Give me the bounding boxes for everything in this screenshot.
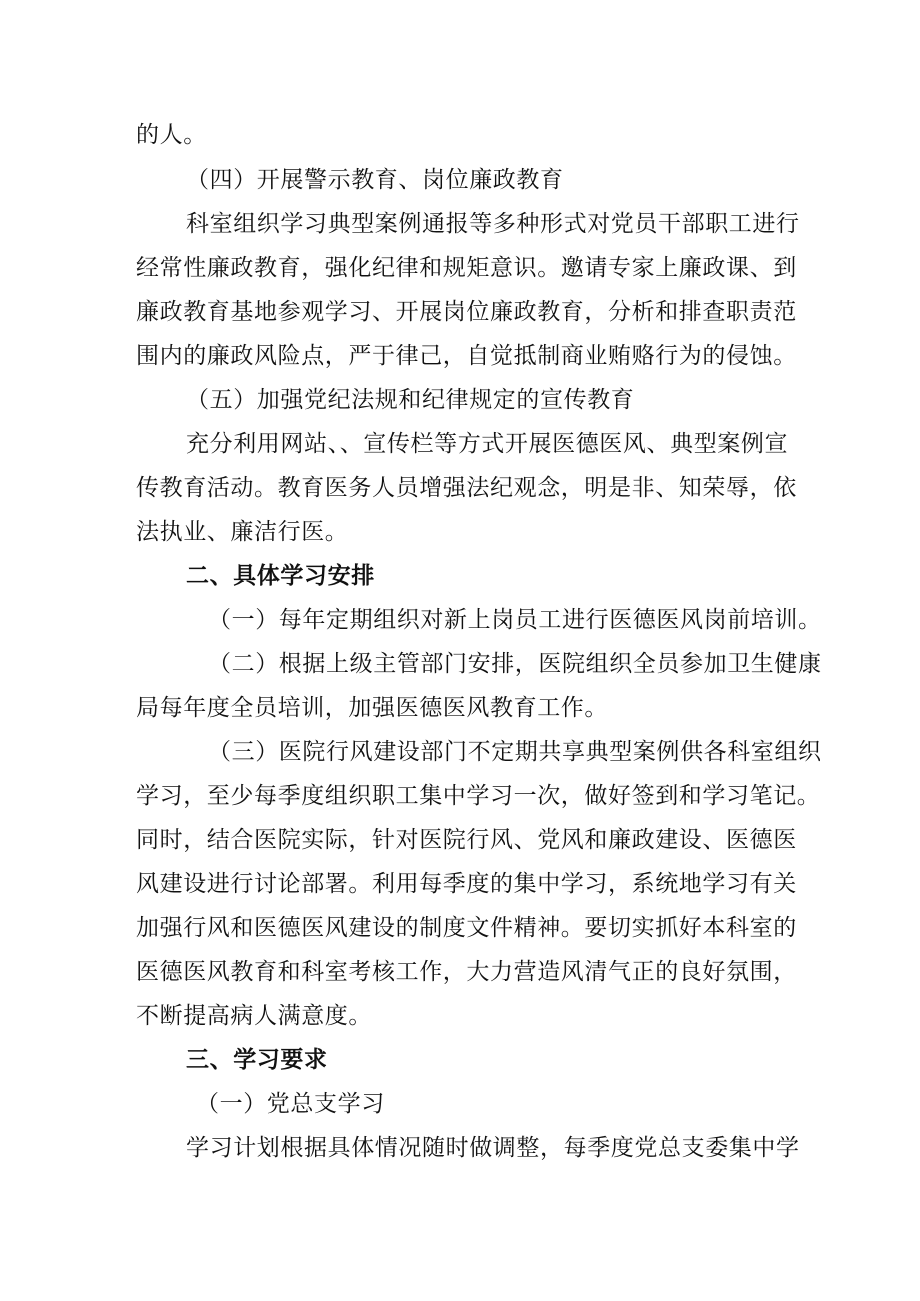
paragraph-line: 围内的廉政风险点，严于律己，自觉抵制商业贿赂行为的侵蚀。 bbox=[136, 343, 797, 369]
paragraph-line: 法执业、廉洁行医。 bbox=[136, 519, 349, 545]
paragraph-line: 经常性廉政教育，强化纪律和规矩意识。邀请专家上廉政课、到 bbox=[136, 255, 797, 281]
paragraph-line: 不断提高病人满意度。 bbox=[136, 1003, 372, 1029]
paragraph-line: 充分利用网站、、宣传栏等方式开展医德医风、典型案例宣 bbox=[186, 431, 789, 457]
section-heading: 三、学习要求 bbox=[186, 1047, 328, 1073]
paragraph-line: 同时，结合医院实际，针对医院行风、党风和廉政建设、医德医 bbox=[136, 827, 797, 853]
paragraph-line: 传教育活动。教育医务人员增强法纪观念，明是非、知荣辱，依 bbox=[136, 475, 797, 501]
paragraph-line: 风建设进行讨论部署。利用每季度的集中学习，系统地学习有关 bbox=[136, 871, 797, 897]
paragraph-line: （三）医院行风建设部门不定期共享典型案例供各科室组织 bbox=[208, 739, 822, 765]
paragraph-line: 学习计划根据具体情况随时做调整，每季度党总支委集中学 bbox=[186, 1135, 800, 1161]
paragraph-line: （一）每年定期组织对新上岗员工进行医德医风岗前培训。 bbox=[208, 607, 822, 633]
paragraph-line: 加强行风和医德医风建设的制度文件精神。要切实抓好本科室的 bbox=[136, 915, 797, 941]
paragraph-line: （二）根据上级主管部门安排，医院组织全员参加卫生健康 bbox=[208, 651, 822, 677]
subsection-heading: （四）开展警示教育、岗位廉政教育 bbox=[186, 167, 564, 193]
paragraph-continuation: 的人。 bbox=[136, 122, 207, 148]
paragraph-line: 医德医风教育和科室考核工作，大力营造风清气正的良好氛围， bbox=[136, 959, 797, 985]
subsection-heading: （一）党总支学习 bbox=[196, 1091, 385, 1117]
paragraph-line: 局每年度全员培训，加强医德医风教育工作。 bbox=[136, 695, 608, 721]
paragraph-line: 学习，至少每季度组织职工集中学习一次，做好签到和学习笔记。 bbox=[136, 783, 821, 809]
section-heading: 二、具体学习安排 bbox=[186, 563, 375, 589]
paragraph-line: 廉政教育基地参观学习、开展岗位廉政教育，分析和排查职责范 bbox=[136, 299, 797, 325]
subsection-heading: （五）加强党纪法规和纪律规定的宣传教育 bbox=[186, 387, 635, 413]
paragraph-line: 科室组织学习典型案例通报等多种形式对党员干部职工进行 bbox=[186, 211, 800, 237]
